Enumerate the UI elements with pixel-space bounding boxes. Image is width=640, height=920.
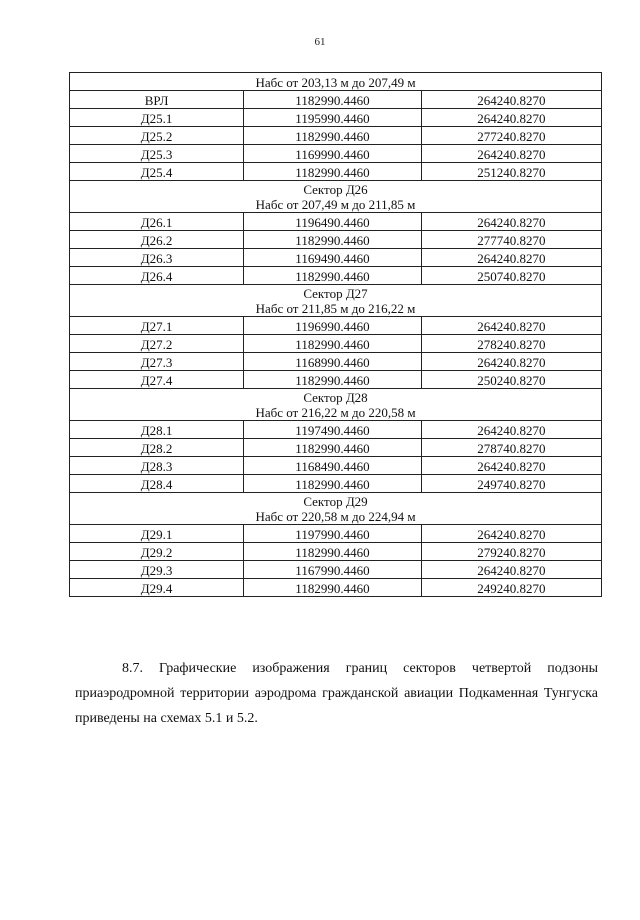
- page-number: 61: [314, 36, 326, 48]
- coordinate-x-cell: 1168490.4460: [244, 457, 422, 475]
- point-id-cell: Д27.2: [70, 335, 244, 353]
- body-paragraph: 8.7. Графические изображения границ секторов четвертой подзоны приаэродромной территории аэродрома гражданской авиации Подкаменная Тунгуска приведены на схемах 5.1 и 5.2.: [75, 661, 598, 726]
- table-row: [70, 145, 602, 163]
- table-row: [70, 543, 602, 561]
- coordinate-y-cell: 250740.8270: [421, 267, 601, 285]
- section-header-row: [70, 493, 602, 525]
- point-id-cell: Д26.1: [70, 213, 244, 231]
- table-row: [70, 335, 602, 353]
- point-id-cell: Д28.4: [70, 475, 244, 493]
- coordinate-y-cell: 264240.8270: [421, 213, 601, 231]
- point-id-cell: Д25.2: [70, 127, 244, 145]
- coordinate-y-cell: 264240.8270: [421, 145, 601, 163]
- point-id-cell: Д29.4: [70, 579, 244, 597]
- point-id-cell: Д28.1: [70, 421, 244, 439]
- table-row: [70, 353, 602, 371]
- coordinate-x-cell: 1182990.4460: [244, 543, 422, 561]
- point-id-cell: Д27.1: [70, 317, 244, 335]
- point-id-cell: Д26.2: [70, 231, 244, 249]
- table-row: [70, 231, 602, 249]
- coordinate-x-cell: 1182990.4460: [244, 335, 422, 353]
- section-title: Сектор Д27: [303, 286, 368, 301]
- section-title: Сектор Д29: [303, 494, 368, 509]
- coordinate-y-cell: 277740.8270: [421, 231, 601, 249]
- coordinate-x-cell: 1196990.4460: [244, 317, 422, 335]
- section-header-row: [70, 181, 602, 213]
- section-header: [70, 181, 602, 213]
- coordinate-x-cell: 1168990.4460: [244, 353, 422, 371]
- section-header: [70, 285, 602, 317]
- coordinate-x-cell: 1169990.4460: [244, 145, 422, 163]
- section-header-row: [70, 285, 602, 317]
- section-header: [70, 493, 602, 525]
- coordinate-x-cell: 1167990.4460: [244, 561, 422, 579]
- point-id-cell: Д29.3: [70, 561, 244, 579]
- coordinates-table: [69, 72, 602, 597]
- section-header: [70, 389, 602, 421]
- section-title: Сектор Д26: [303, 182, 368, 197]
- table-row: [70, 267, 602, 285]
- coordinate-x-cell: 1182990.4460: [244, 475, 422, 493]
- section-title: Сектор Д28: [303, 390, 368, 405]
- section-height-range: Набс от 211,85 м до 216,22 м: [255, 301, 416, 316]
- coordinate-y-cell: 264240.8270: [421, 353, 601, 371]
- coordinate-x-cell: 1196490.4460: [244, 213, 422, 231]
- point-id-cell: Д29.1: [70, 525, 244, 543]
- coordinate-x-cell: 1182990.4460: [244, 91, 422, 109]
- coordinate-y-cell: 249740.8270: [421, 475, 601, 493]
- section-height-range: Набс от 216,22 м до 220,58 м: [255, 405, 416, 420]
- coordinate-y-cell: 249240.8270: [421, 579, 601, 597]
- table-row: [70, 163, 602, 181]
- point-id-cell: Д25.4: [70, 163, 244, 181]
- table-row: [70, 421, 602, 439]
- point-id-cell: Д25.3: [70, 145, 244, 163]
- coordinate-y-cell: 250240.8270: [421, 371, 601, 389]
- point-id-cell: Д25.1: [70, 109, 244, 127]
- table-row: [70, 109, 602, 127]
- section-header-row: [70, 73, 602, 91]
- point-id-cell: Д26.4: [70, 267, 244, 285]
- coordinate-y-cell: 264240.8270: [421, 91, 601, 109]
- table-row: [70, 457, 602, 475]
- coordinate-y-cell: 264240.8270: [421, 109, 601, 127]
- coordinate-y-cell: 279240.8270: [421, 543, 601, 561]
- point-id-cell: Д27.4: [70, 371, 244, 389]
- coordinate-x-cell: 1197490.4460: [244, 421, 422, 439]
- coordinate-x-cell: 1169490.4460: [244, 249, 422, 267]
- coordinate-y-cell: 264240.8270: [421, 457, 601, 475]
- coordinate-x-cell: 1195990.4460: [244, 109, 422, 127]
- coordinate-y-cell: 278740.8270: [421, 439, 601, 457]
- coordinate-y-cell: 264240.8270: [421, 421, 601, 439]
- table-row: [70, 525, 602, 543]
- table-row: [70, 91, 602, 109]
- coordinate-x-cell: 1182990.4460: [244, 371, 422, 389]
- table-row: [70, 439, 602, 457]
- coordinates-table-body: [70, 73, 602, 597]
- coordinate-x-cell: 1182990.4460: [244, 231, 422, 249]
- point-id-cell: Д26.3: [70, 249, 244, 267]
- table-row: [70, 213, 602, 231]
- coordinate-x-cell: 1182990.4460: [244, 267, 422, 285]
- section-height-range: Набс от 203,13 м до 207,49 м: [255, 74, 416, 90]
- coordinate-x-cell: 1197990.4460: [244, 525, 422, 543]
- section-height-range: Набс от 207,49 м до 211,85 м: [255, 197, 416, 212]
- coordinate-y-cell: 264240.8270: [421, 561, 601, 579]
- point-id-cell: Д27.3: [70, 353, 244, 371]
- point-id-cell: Д28.2: [70, 439, 244, 457]
- coordinate-y-cell: 264240.8270: [421, 525, 601, 543]
- point-id-cell: Д28.3: [70, 457, 244, 475]
- section-header-row: [70, 389, 602, 421]
- point-id-cell: Д29.2: [70, 543, 244, 561]
- coordinate-y-cell: 264240.8270: [421, 317, 601, 335]
- coordinate-y-cell: 278240.8270: [421, 335, 601, 353]
- point-id-cell: ВРЛ: [70, 91, 244, 109]
- table-row: [70, 475, 602, 493]
- section-height-range: Набс от 220,58 м до 224,94 м: [255, 509, 416, 524]
- coordinate-x-cell: 1182990.4460: [244, 579, 422, 597]
- coordinate-y-cell: 251240.8270: [421, 163, 601, 181]
- coordinate-x-cell: 1182990.4460: [244, 163, 422, 181]
- section-header: [70, 73, 602, 91]
- coordinate-x-cell: 1182990.4460: [244, 127, 422, 145]
- table-row: [70, 249, 602, 267]
- coordinate-x-cell: 1182990.4460: [244, 439, 422, 457]
- table-row: [70, 561, 602, 579]
- table-row: [70, 371, 602, 389]
- table-row: [70, 317, 602, 335]
- table-row: [70, 579, 602, 597]
- coordinate-y-cell: 277240.8270: [421, 127, 601, 145]
- table-row: [70, 127, 602, 145]
- coordinate-y-cell: 264240.8270: [421, 249, 601, 267]
